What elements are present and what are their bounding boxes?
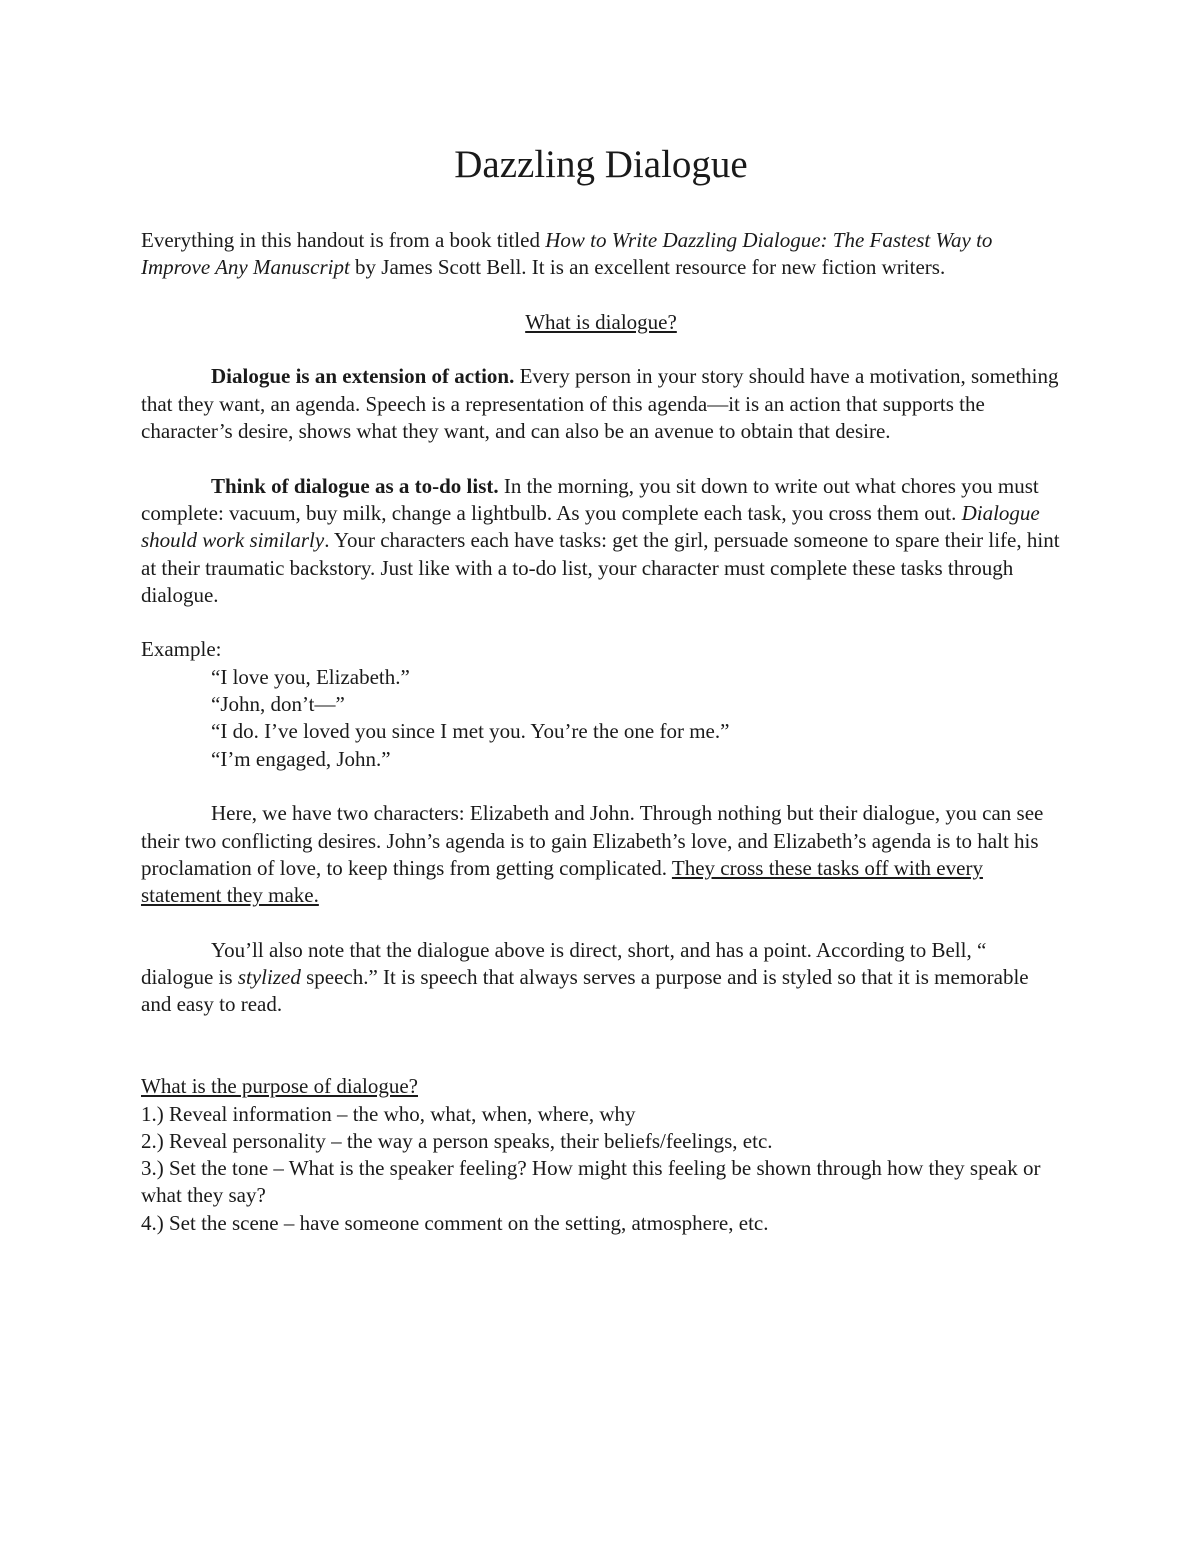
- example-line: “I do. I’ve loved you since I met you. You’re the one for me.”: [211, 719, 730, 744]
- example-line: “John, don’t—”: [211, 692, 345, 717]
- paragraph-emphasis: Dialogue should work similarly: [141, 500, 1040, 553]
- purpose-item: 1.) Reveal information – the who, what, when, where, why: [141, 1101, 636, 1126]
- paragraph-emphasis: stylized: [237, 965, 301, 990]
- example-label: Example:: [141, 637, 222, 662]
- paragraph-extension-of-action: [141, 363, 1061, 445]
- intro-text-before: Everything in this handout is from a book titled: [141, 228, 546, 252]
- paragraph-body: . Your characters each have tasks: get the girl, persuade someone to spare their life, hint at their traumatic backstory. Just like with a to-do list, your character must complete these tasks through dialogue.: [141, 528, 1060, 607]
- paragraph-conflicting-desires: [141, 800, 1061, 909]
- paragraph-underlined: They cross these tasks off with every statement they make.: [141, 855, 983, 908]
- purpose-item: 4.) Set the scene – have someone comment on the setting, atmosphere, etc.: [141, 1210, 769, 1235]
- purpose-list: [141, 1073, 1061, 1237]
- purpose-item: 3.) Set the tone – What is the speaker feeling? How might this feeling be shown through how they speak or what they say?: [141, 1156, 1041, 1208]
- paragraph-body: Every person in your story should have a motivation, something that they want, an agenda. Speech is a representation of this agenda—it is an action that supports the character’s desire, shows what they want, and can also be an avenue to obtain that desire.: [141, 364, 1059, 444]
- intro-paragraph: [141, 227, 1061, 282]
- example-block: [141, 636, 1061, 772]
- paragraph-body: In the morning, you sit down to write out what chores you must complete: vacuum, buy milk, change a lightbulb. As you complete each task, you cross them out.: [141, 473, 1039, 525]
- paragraph-stylized-speech: [141, 937, 1061, 1019]
- paragraph-body: You’ll also note that the dialogue above is direct, short, and has a point. According to Bell, “ dialogue is: [141, 937, 987, 990]
- paragraph-body: Here, we have two characters: Elizabeth and John. Through nothing but their dialogue, you can see their two conflicting desires. John’s agenda is to gain Elizabeth’s love, and Elizabeth’s agenda is to halt his proclamation of love, to keep things from getting complicated.: [141, 801, 1044, 880]
- intro-text-after: by James Scott Bell. It is an excellent resource for new fiction writers.: [349, 255, 946, 280]
- document-title: Dazzling Dialogue: [454, 143, 748, 186]
- paragraph-to-do-list: [141, 473, 1061, 609]
- paragraph-lead: Dialogue is an extension of action.: [211, 364, 515, 389]
- document-page: [141, 140, 1061, 1237]
- section-heading-what-is-dialogue: What is dialogue?: [525, 309, 677, 334]
- paragraph-body: speech.” It is speech that always serves a purpose and is styled so that it is memorable and easy to read.: [141, 965, 1029, 1017]
- purpose-item: 2.) Reveal personality – the way a person speaks, their beliefs/feelings, etc.: [141, 1128, 773, 1153]
- example-line: “I’m engaged, John.”: [211, 746, 391, 771]
- section-heading-purpose: What is the purpose of dialogue?: [141, 1074, 418, 1099]
- example-line: “I love you, Elizabeth.”: [211, 664, 410, 689]
- book-title: How to Write Dazzling Dialogue: The Fastest Way to Improve Any Manuscript: [141, 228, 993, 280]
- paragraph-lead: Think of dialogue as a to-do list.: [211, 473, 499, 498]
